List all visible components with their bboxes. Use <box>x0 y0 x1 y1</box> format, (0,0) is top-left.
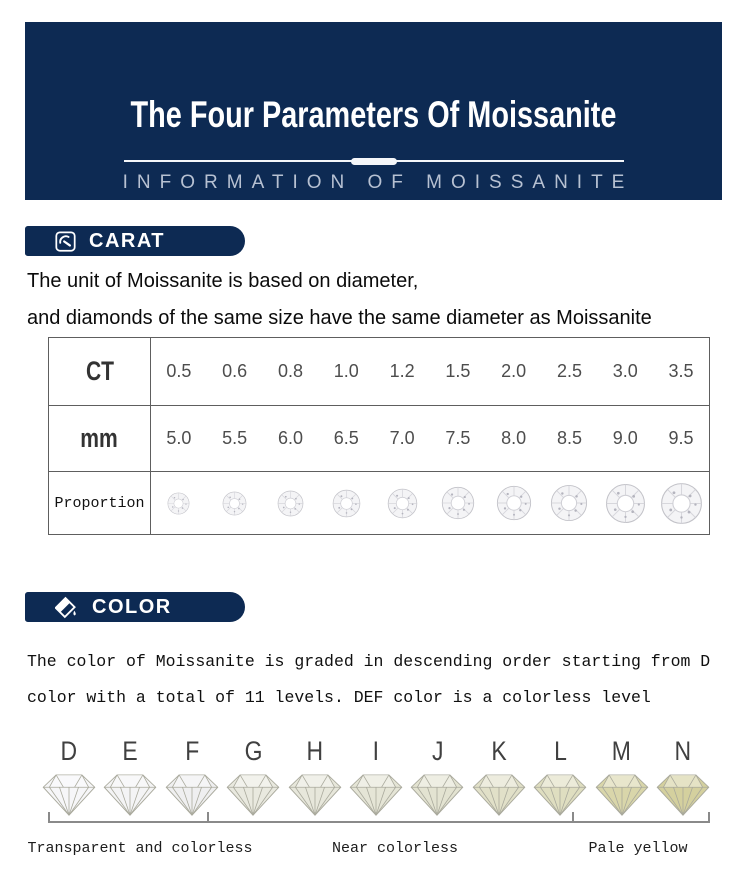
color-grade-item <box>654 736 712 817</box>
ct-value-cell: 2.0 <box>501 361 527 381</box>
color-section-header <box>25 592 245 622</box>
round-diamond-top-icon <box>167 492 190 515</box>
carat-section-header <box>25 226 245 256</box>
color-description-line1: The color of Moissanite is graded in descending order starting from D <box>27 652 711 671</box>
bracket-tick <box>708 812 710 821</box>
proportion-gem-cell <box>430 472 486 534</box>
mm-value-cell: 8.5 <box>556 428 582 448</box>
color-grade-item <box>286 736 344 817</box>
round-diamond-top-icon <box>441 486 475 520</box>
bracket-tick <box>572 812 574 821</box>
bracket-tick <box>207 812 209 821</box>
color-grade-item <box>593 736 651 817</box>
proportion-gem-cell <box>542 472 598 534</box>
header-banner <box>25 22 722 200</box>
color-section-label: COLOR <box>92 595 172 618</box>
mm-value-cell: 7.0 <box>389 428 415 448</box>
color-grade-item <box>163 736 221 817</box>
proportion-gems <box>151 472 709 534</box>
gauge-icon <box>55 231 76 252</box>
diamond-side-icon <box>655 772 711 817</box>
ct-value-cell: 3.0 <box>612 361 638 381</box>
mm-value-cell: 6.0 <box>277 428 303 448</box>
color-description-line2: color with a total of 11 levels. DEF color is a colorless level <box>27 688 651 707</box>
diamond-side-icon <box>41 772 97 817</box>
proportion-gem-cell <box>318 472 374 534</box>
diamond-side-icon <box>532 772 588 817</box>
proportion-gem-cell <box>653 472 709 534</box>
color-grade-letter: J <box>431 736 444 766</box>
color-grade-letter: N <box>674 736 692 766</box>
table-row-proportion <box>49 471 709 534</box>
paint-bucket-icon <box>55 596 79 619</box>
proportion-gem-cell <box>207 472 263 534</box>
ct-value-cell: 1.0 <box>333 361 359 381</box>
mm-value-cell: 9.5 <box>668 428 694 448</box>
carat-size-table <box>48 337 710 535</box>
diamond-side-icon <box>594 772 650 817</box>
round-diamond-top-icon <box>605 483 646 524</box>
ct-value-cell: 0.6 <box>222 361 248 381</box>
ct-value-cell: 0.5 <box>166 361 192 381</box>
round-diamond-top-icon <box>496 485 532 521</box>
color-grade-letter: M <box>611 736 632 766</box>
proportion-gem-cell <box>486 472 542 534</box>
carat-section-label: CARAT <box>89 229 166 252</box>
color-grade-letter: E <box>122 736 139 766</box>
proportion-gem-cell <box>597 472 653 534</box>
round-diamond-top-icon <box>387 488 418 519</box>
row-header-ct: CT <box>49 338 151 405</box>
mm-value-cell: 9.0 <box>612 428 638 448</box>
grade-range-bracket <box>48 813 710 823</box>
ct-value-cell: 2.5 <box>556 361 582 381</box>
color-grade-letter: H <box>306 736 323 766</box>
round-diamond-top-icon <box>550 484 588 522</box>
diamond-side-icon <box>471 772 527 817</box>
ct-value-cell: 1.2 <box>389 361 415 381</box>
color-grade-item <box>224 736 282 817</box>
proportion-gem-cell <box>151 472 207 534</box>
row-header-mm: mm <box>49 406 151 471</box>
carat-description <box>27 269 652 343</box>
row-header-proportion: Proportion <box>49 472 151 534</box>
mm-value-cell: 7.5 <box>445 428 471 448</box>
ct-values <box>151 338 709 405</box>
diamond-side-icon <box>225 772 281 817</box>
range-label-pale-yellow: Pale yellow <box>588 840 688 857</box>
carat-description-line1: The unit of Moissanite is based on diameter, <box>27 270 419 292</box>
color-grade-scale <box>40 736 712 817</box>
carat-description-line2: and diamonds of the same size have the same diameter as Moissanite <box>27 307 652 329</box>
round-diamond-top-icon <box>222 491 247 516</box>
color-description <box>27 650 710 722</box>
title-divider <box>124 160 624 162</box>
color-grade-letter: I <box>372 736 380 766</box>
color-grade-item <box>531 736 589 817</box>
mm-value-cell: 5.0 <box>166 428 192 448</box>
diamond-side-icon <box>102 772 158 817</box>
mm-value-cell: 8.0 <box>501 428 527 448</box>
mm-values <box>151 406 709 471</box>
diamond-side-icon <box>348 772 404 817</box>
divider-center-segment <box>351 158 397 165</box>
ct-value-cell: 0.8 <box>277 361 303 381</box>
range-label-near-colorless: Near colorless <box>331 840 459 857</box>
color-grade-letter: G <box>244 736 263 766</box>
color-grade-letter: F <box>184 736 199 766</box>
table-row-ct <box>49 338 709 405</box>
diamond-side-icon <box>409 772 465 817</box>
page-title: The Four Parameters Of Moissanite <box>130 94 617 135</box>
color-grade-letter: L <box>553 736 567 766</box>
color-grade-item <box>347 736 405 817</box>
table-row-mm <box>49 405 709 471</box>
mm-value-cell: 5.5 <box>222 428 248 448</box>
proportion-gem-cell <box>374 472 430 534</box>
diamond-side-icon <box>287 772 343 817</box>
color-grade-item <box>101 736 159 817</box>
color-grade-letter: D <box>60 736 78 766</box>
ct-value-cell: 3.5 <box>668 361 694 381</box>
color-grade-item <box>408 736 466 817</box>
round-diamond-top-icon <box>277 490 304 517</box>
ct-value-cell: 1.5 <box>445 361 471 381</box>
round-diamond-top-icon <box>332 489 361 518</box>
color-grade-letter: K <box>491 736 507 766</box>
color-grade-item <box>40 736 98 817</box>
diamond-side-icon <box>164 772 220 817</box>
mm-value-cell: 6.5 <box>333 428 359 448</box>
proportion-gem-cell <box>263 472 319 534</box>
round-diamond-top-icon <box>660 482 703 525</box>
range-label-colorless: Transparent and colorless <box>27 840 253 857</box>
color-grade-item <box>470 736 528 817</box>
page-subtitle: INFORMATION OF MOISSANITE <box>122 172 634 193</box>
bracket-tick <box>48 812 50 821</box>
